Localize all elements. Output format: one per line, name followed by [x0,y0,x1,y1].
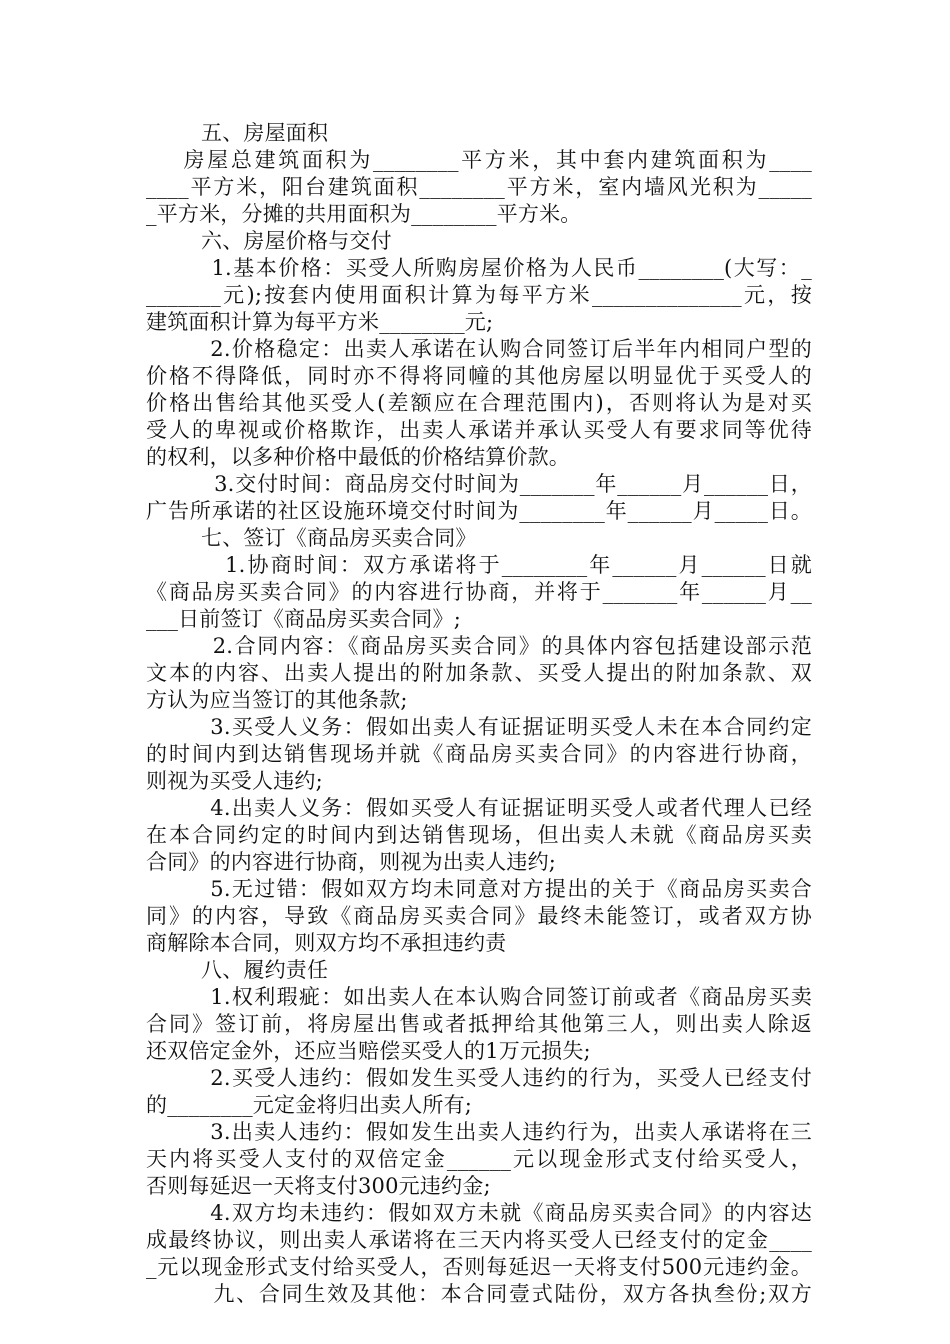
paragraph-line: ____平方米，阳台建筑面积________平方米，室内墙风光积为_____ [146,175,812,199]
paragraph-line: 合同》的内容进行协商，则视为出卖人违约; [146,850,557,874]
section-heading: 六、房屋价格与交付 [146,229,392,253]
paragraph-line: 5.无过错：假如双方均未同意对方提出的关于《商品房买卖合 [146,877,812,901]
paragraph-line: 1.协商时间：双方承诺将于________年______月______日就 [146,553,812,577]
paragraph-line: _______元);按套内使用面积计算为每平方米______________元，按 [146,283,812,307]
paragraph-line: 1.基本价格：买受人所购房屋价格为人民币________(大写：_ [146,256,812,280]
paragraph-line: 成最终协议，则出卖人承诺将在三天内将买受人已经支付的定金____ [146,1228,812,1252]
document-page [146,120,812,1308]
section-heading: 五、房屋面积 [146,121,329,145]
section-heading: 七、签订《商品房买卖合同》 [146,526,477,550]
paragraph-line: 文本的内容、出卖人提出的附加条款、买受人提出的附加条款、双 [146,661,812,685]
paragraph-line: 广告所承诺的社区设施环境交付时间为________年______月_____日。 [146,499,812,523]
paragraph-line: 价格不得降低，同时亦不得将同幢的其他房屋以明显优于买受人的 [146,364,812,388]
paragraph-line: _元以现金形式支付给买受人，否则每延迟一天将支付500元违约金。 [146,1255,812,1279]
paragraph-line: 3.交付时间：商品房交付时间为_______年______月______日， [146,472,812,496]
paragraph-line: 建筑面积计算为每平方米________元; [146,310,494,334]
paragraph-line: 在本合同约定的时间内到达销售现场，但出卖人未就《商品房买卖 [146,823,812,847]
paragraph-line: 商解除本合同，则双方均不承担违约责 [146,931,507,955]
paragraph-line: 九、合同生效及其他：本合同壹式陆份，双方各执叁份;双方 [146,1282,812,1306]
paragraph-line: ___日前签订《商品房买卖合同》; [146,607,461,631]
paragraph-line: 2.合同内容：《商品房买卖合同》的具体内容包括建设部示范 [146,634,812,658]
paragraph-line: 价格出售给其他买受人(差额应在合理范围内)，否则将认为是对买 [146,391,812,415]
paragraph-line: 的________元定金将归出卖人所有; [146,1093,473,1117]
paragraph-line: 3.出卖人违约：假如发生出卖人违约行为，出卖人承诺将在三 [146,1120,812,1144]
paragraph-line: 2.买受人违约：假如发生买受人违约的行为，买受人已经支付 [146,1066,812,1090]
paragraph-line: 2.价格稳定：出卖人承诺在认购合同签订后半年内相同户型的 [146,337,812,361]
paragraph-line: 4.双方均未违约：假如双方未就《商品房买卖合同》的内容达 [146,1201,812,1225]
paragraph-line: 的时间内到达销售现场并就《商品房买卖合同》的内容进行协商， [146,742,812,766]
paragraph-line: 方认为应当签订的其他条款; [146,688,408,712]
paragraph-line: 1.权利瑕疵：如出卖人在本认购合同签订前或者《商品房买卖 [146,985,812,1009]
section-heading: 八、履约责任 [146,958,329,982]
paragraph-line: 天内将买受人支付的双倍定金______元以现金形式支付给买受人， [146,1147,812,1171]
paragraph-line: 还双倍定金外，还应当赔偿买受人的1万元损失; [146,1039,591,1063]
paragraph-line: 3.买受人义务：假如出卖人有证据证明买受人未在本合同约定 [146,715,812,739]
paragraph-line: 房屋总建筑面积为________平方米，其中套内建筑面积为____ [146,148,812,172]
paragraph-line: 4.出卖人义务：假如买受人有证据证明买受人或者代理人已经 [146,796,812,820]
paragraph-line: 的权利，以多种价格中最低的价格结算价款。 [146,445,570,469]
paragraph-line: 同》的内容，导致《商品房买卖合同》最终未能签订，或者双方协 [146,904,812,928]
paragraph-line: 则视为买受人违约; [146,769,323,793]
paragraph-line: 否则每延迟一天将支付300元违约金; [146,1174,491,1198]
paragraph-line: 《商品房买卖合同》的内容进行协商，并将于_______年______月__ [146,580,812,604]
paragraph-line: 合同》签订前，将房屋出售或者抵押给其他第三人，则出卖人除返 [146,1012,812,1036]
paragraph-line: 受人的卑视或价格欺诈，出卖人承诺并承认买受人有要求同等优待 [146,418,812,442]
paragraph-line: _平方米，分摊的共用面积为________平方米。 [146,202,582,226]
